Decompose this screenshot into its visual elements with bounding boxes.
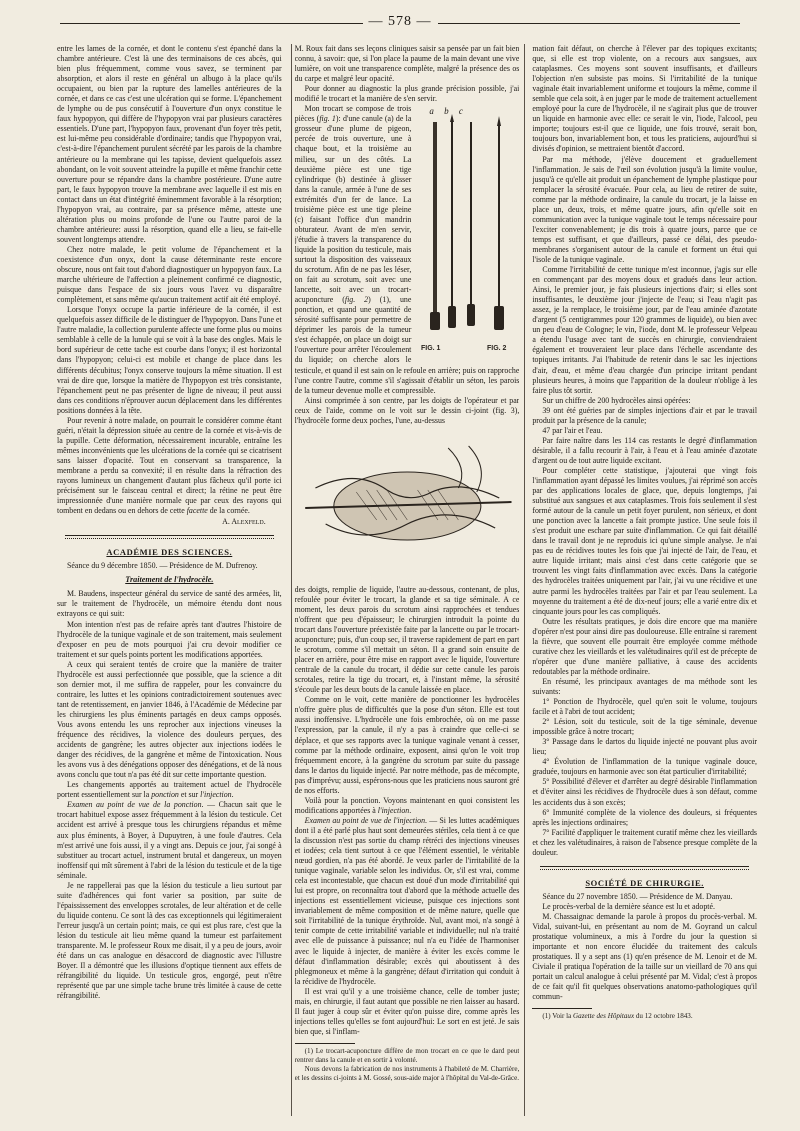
trocart-figure	[419, 106, 519, 358]
paragraph	[57, 416, 282, 516]
hand-compression-illustration	[295, 428, 520, 578]
paragraph: A ceux qui seraient tentés de croire que la manière de traiter l'hydrocèle est aussi perfectionnée que possible, que la science a dit son dernier mot, il me suffira de rappeler, pour les convaincre du contraire, les luttes et les opinions contradictoirement soutenues avec tant de retentissement, en janvier 1846, à l'Académie de Médecine par les chirurgiens les plus éminents partagés en deux camps opposés. Vous avons entendu les uns reprocher aux injections vineuses la fréquence des récidives, la violence des douleurs perçues, des accidents de gangrène; les autres objecter aux injections iodées le danger des récidives, de la gangrène et même de l'intoxication. Nous les avons vus à des dénégations opposer des dénégations, et de là nous avons conclu que tout n'a pas été dit sur cette importante question.	[57, 659, 282, 780]
ornamental-rule	[540, 864, 749, 872]
italic-text: Examen au point de vue de l'injection	[304, 815, 426, 825]
italic-text: ponction	[151, 790, 179, 800]
list-item: 7° Facilité d'appliquer le traitement curatif même chez les vieillards et chez les valétudinaires, à raison de l'absence presque complète de la douleur.	[532, 827, 758, 857]
paragraph: Comme on le voit, cette manière de ponctionner les hydrocèles n'offre guère plus de difficultés que la pose d'un séton. Elle est tout aussi inoffensive. L'hydrocèle une fois embrochée, où on me passe l'expression, par la canule, il n'y a pas à craindre que celle-ci se déplace, et que ses rapports avec la tunique vaginale venant à cesser, comme par la méthode ordinaire, exposent, ainsi qu'on le voit trop fréquemment encore, à la gangrène du scrotum par suite du passage dans le dartos du liquide injecté. Par notre méthode, pas de mécompte, pas d'imprévu; aussi, espérons-nous que les praticiens nous sauront gré de nos efforts.	[294, 695, 520, 795]
article-title: Traitement de l'hydrocèle.	[125, 575, 214, 585]
needle-tip-icon	[497, 116, 501, 126]
paragraph-text: de la cornée.	[207, 506, 250, 516]
footnote: (1) Le trocart-acuponcture diffère de mon trocart en ce que le dard peut rentrer dans la canule et en sortir à volonté.	[294, 1046, 520, 1064]
list-item: 4° Évolution de l'inflammation de la tunique vaginale douce, graduée, toujours en harmonie avec son état particulier d'irritabilité;	[532, 757, 758, 777]
column-left	[57, 44, 282, 1116]
list-item: 3° Passage dans le dartos du liquide injecté ne pouvant plus avoir lieu;	[532, 737, 758, 757]
trocart-handle	[430, 312, 440, 330]
section-title: SOCIÉTÉ DE CHIRURGIE.	[585, 877, 704, 888]
paragraph-text: .	[409, 805, 412, 815]
figure-label: FIG. 1	[421, 345, 441, 353]
paragraph-text: Mon trocart se compose de trois pièces (	[294, 104, 412, 124]
paragraph-text: ): d'une canule (a) de la grosseur d'une plume de pigeon, percée de trois ouverture, une à chaque bout, et la troisième au milieu, sur un des côtés. La deuxième pièce est une tige cylindrique (b) destinée à glisser dans la canule, armée à l'une de ses extrémités d'un fer de lance. La troisième pièce est une tige pleine (c) faisant l'office d'un mandrin obturateur. Avant de m'en servir, j'étudie à travers la transparence du liquide la position du testicule, mais surtout la disposition des vaisseaux du scrotum. Afin de ne pas les léser, on fait au scrotum, soit avec une lancette, soit avec un trocart-acuponcture (	[294, 114, 412, 305]
author-signature: A. Alexfeld.	[222, 517, 266, 527]
list-item: 2° Lésion, soit du testicule, soit de la tige séminale, devenue impossible grâce à notre trocart;	[532, 717, 758, 737]
paragraph: mation fait défaut, on cherche à l'élever par des topiques excitants; que, si elle est trop violente, on a recours aux sangsues, aux cataplasmes. Ces moyens sont souvent insuffisants, et d'ailleurs l'objection n'en subsiste pas moins. Si l'irritabilité de la tunique vaginale était invariablement uniforme et toujours la même, comme il semble que cela soit, à en juger par le mode de traitement actuellement employé pour la cure de l'hydrocèle, il ne s'agirait plus que de trouver un liquide en harmonie avec elle: ce serait le vin, l'iode, l'alcool, peu importe; toujours est-il que ce liquide, une fois trouvé, serait bon, toujours bon, invariablement bon, et tous les praticiens, aujourd'hui si divisés d'opinion, se mettraient bientôt d'accord.	[532, 44, 758, 154]
list-item: 6° Immunité complète de la violence des douleurs, si fréquentes après les injections ordinaires;	[532, 807, 758, 827]
page-number: — 578 —	[363, 14, 438, 30]
footnote-text: du 12 octobre 1843.	[634, 1012, 693, 1021]
figure-label: FIG. 2	[487, 345, 507, 353]
italic-text: Gazette des Hôpitaux	[573, 1012, 635, 1021]
paragraph: Pour compléter cette statistique, j'ajouterai que vingt fois l'inflammation ayant dépassé les limites voulues, j'ai réprimé son accès par des applications locales de glace, que, depuis longtemps, j'ai substitué aux sangsues et aux cataplasmes. Trois fois seulement il s'est formé autour de la canule un petit foyer purulent, non sérieux, et dont une ponction avec la lancette a fait prompte justice. Une seule fois il s'est produit une eschare par suite d'inflammation. Ce qui fait détaillé dans le travail dont je ne reproduis ici qu'une simple analyse. Je n'ai pas eu de récidives toutes les fois que j'ai injecté de l'air, de l'eau, et autre liquide irritant; mais ainsi c'est dans cette catégorie que se trouvent les vingt faits d'inflammation avec excès. Dans la catégorie des hydrocèles traitées uniquement par l'air, j'ai vu une récidive et une autre parmi les hydrocèles traitées par l'air et par l'eau seulement. La moyenne du traitement a été de dix-neuf jours; elle a varié entre dix et cinquante jours pour les cas compliqués.	[532, 465, 758, 616]
paragraph-text: Les changements apportés au traitement actuel de l'hydrocèle portent essentiellement sur la	[57, 780, 282, 800]
italic-text: facette	[186, 506, 208, 516]
column-middle	[295, 44, 520, 1116]
italic-text: fig. 1	[319, 114, 336, 124]
paragraph: Par faire naître dans les 114 cas restants le degré d'inflammation désirable, il a fallu recourir à l'air, à l'eau et à l'eau aminée d'azotate d'argent ou de tout autre liquide excitant.	[532, 435, 758, 465]
list-item: 5° Possibilité d'élever et d'arrêter au degré désirable l'inflammation et d'éviter ainsi les récidives de l'hydrocèle dues à son défaut, comme les accidents dus à son excès;	[532, 777, 758, 807]
paragraph: M. Baudens, inspecteur général du service de santé des armées, lit, sur le traitement de l'hydrocèle, un mémoire étendu dont nous extrayons ce qui suit:	[57, 589, 282, 619]
page-columns	[57, 44, 757, 1116]
paragraph: M. Chassaignac demande la parole à propos du procès-verbal. M. Vidal, suivant-lui, en présentant au nom de M. Goyrand un calcul prostatique volumineux, a mis à l'ordre du jour la question si importante et non encore élucidée du traitement des calculs prostatiques. Il y a sept ans (1) qu'en présence de M. Lenoir et de M. Civiale il pratiqua l'opération de la taille sur un vieillard de 70 ans qui portait un calcul analogue à celui présenté par M. Vidal; c'est à propos de ce fait qu'il fit quelques observations anatomo-pathologiques qu'il commun-	[532, 911, 758, 1002]
paragraph-text: . — Si les luttes académiques dont il a été parlé plus haut sont demeurées stériles, cela tient à ce que la discussion n'est pas sortie du champ rétréci des injections vineuses et iodées; cela tient surtout à ce que l'élément essentiel, le véritable nœud gordien, n'a pas été abordé. Je veux parler de l'irritabilité de la tunique vaginale, variable selon les individus. Or, s'il est vrai, comme cela est incontestable, que chacun est doué d'un mode d'irritabilité qui lui est propre, on reconnaîtra tout d'abord que la méthode actuelle des injections est essentiellement vicieuse, puisque ces injections sont invariablement de même composition et de même nature, quelle que soit l'irritabilité de la tunique érythroïde. Nul, avant moi, n'a songé à tenir compte de cette irritabilité variable et individuelle; nul n'a traité avec elle de puissance à puissance; nul n'a eu l'idée de l'harmoniser avec le liquide à injecter, de manière à éviter les excès comme le défaut d'inflammation désirable; excès qui aboutissent à des phlegmoneux et même à la gangrène; défaut d'irritation qui conduit à la récidive de l'hydrocèle.	[294, 815, 520, 986]
paragraph: 39 ont été guéries par de simples injections d'air et par le travail produit par la présence de la canule;	[532, 405, 758, 425]
paragraph	[295, 816, 520, 987]
page-header	[0, 12, 800, 38]
paragraph-text: ) (1), une ponction, et quand une quantité de sérosité suffisante pour permettre de déprimer les parois de la tumeur s'est échappée, on place un doigt sur l'ouverture pour arrêter l'écoulement du liquide; on cherche alors le testicule, et quand il est sain on le refoule en arrière; puis on rapproche l'une contre l'autre, comme s'il s'agissait d'établir un séton, les parois de la tumeur devenue molle et compressible.	[294, 295, 520, 395]
paragraph-text: Voilà pour la ponction. Voyons maintenant en quoi consistent les modifications apportées à	[294, 795, 520, 815]
paragraph: Par ma méthode, j'élève doucement et graduellement l'inflammation. Je sais de l'œil son évolution jusqu'à la limite voulue, jusqu'à ce qu'elle ait produit un épanchement de lymphe plastique pour remplacer la sérosité évacuée. Pour cela, au lieu de retirer de suite, comme par la méthode ordinaire, la canule du trocart, je la laisse en place un, deux, trois, et même quatre jours, afin qu'elle soit en communication avec la tunique vaginale tout le temps nécessaire pour l'exciter convenablement; je dis trois à quatre jours, parce que ce temps est suffisant, et que d'ailleurs, passé ce délai, des pseudo-membranes s'organisent autour de la canule et forment un étui qui l'isole de la tunique vaginale.	[532, 154, 758, 264]
trocart-handle	[494, 306, 504, 330]
paragraph: entre les lames de la cornée, et dont le contenu s'est épanché dans la chambre antérieure. C'est là une des terminaisons de ces abcès, qui bien plus fréquemment, comme vous savez, se terminent par absorption, et alors il reste en général un albugo à la place qu'ils occupaient, ou bien par la rupture des lamelles antérieures de la cornée, et dans ce cas c'est une ulcération qui se forme. L'épanchement de lymphe ou de pus consécutif à l'ouverture d'un onyx constitue le faux hypopyon, qui diffère de l'hypopyon vrai par plusieurs caractères essentiels. D'une part, l'hypopyon faux, provenant d'un foyer très petit, est lui-même peu considérable d'ordinaire; tandis que l'hypopyon vrai, c'est-à-dire l'épanchement purulent sécrété par les parois de la chambre antérieure ou la membrane qui les tapisse, devient quelquefois assez abondant, on le voit souvent atteindre la pupille et même franchir cette ouverture pour se répandre dans la chambre postérieure. D'une autre part, le faux hypopyon trouve la membrane avec laquelle il est mis en contact dans un état d'intégrité éminemment favorable à la résorption; l'hypopyon vrai, au contraire, par sa présence même, atteste une altération plus ou moins profonde de l'une ou l'autre paroi de la chambre antérieure: aussi la résorption, quand elle a lieu, se fait-elle souvent longtemps attendre.	[57, 44, 282, 244]
paragraph: Je ne rappellerai pas que la lésion du testicule a lieu surtout par suite d'adhérences qui font varier sa position, par suite de l'épaississement des enveloppes scrotales, de leur altération et de celle du liquide contenu. Ce sont là des cas exceptionnels qui légitimeraient l'erreur jusqu'à un certain point; mais, ce qui est plus rare, c'est que la lésion du testicule ait lieu même quand la tumeur est parfaitement transparente. M. le professeur Roux me disait, il y a peu de jours, avoir été dans un cas analogue en désaccord de diagnostic avec l'illustre Boyer. Il a démontré que les illusions d'optique tiennent aux effets de réfrangibilité du liquide. Un testicule gros, engorgé, peut n'être représenté que par une simple tache brune très limitée à cause de cette réfrangibilité.	[57, 880, 282, 1001]
paragraph: Outre les résultats pratiques, je dois dire encore que ma manière d'opérer n'est pour ainsi dire pas douloureuse. Elle entraîne si rarement la fièvre, que souvent elle pourrait être employée comme méthode curative chez les vieillards et les valétudinaires qu'il est de précepte de n'opérer que d'une manière palliative, à cause des accidents redoutables par la méthode ordinaire.	[532, 616, 758, 676]
paragraph: Le procès-verbal de la dernière séance est lu et adopté.	[542, 901, 715, 911]
paragraph: 47 par l'air et l'eau.	[542, 425, 603, 435]
section-title: ACADÉMIE DES SCIENCES.	[106, 547, 233, 558]
paragraph: Ainsi comprimée à son centre, par les doigts de l'opérateur et par ceux de l'aide, comme on le voit sur le dessin ci-joint (fig. 3), l'hydrocèle forme deux poches, l'une, au-dessus	[294, 395, 520, 425]
trocart-handle	[448, 306, 456, 328]
paragraph: Lorsque l'onyx occupe la partie inférieure de la cornée, il est quelquefois assez difficile de le distinguer de l'hypopyon. Dans l'une et l'autre maladie, la collection purulente affecte une forme plus ou moins semblable à celle de la lunule qui se voit à la base des ongles. Mais le bord supérieur de cette tache est courbe dans l'onyx; il est horizontal dans l'hypopyon; celui-ci est mobile et change de place dans les différents décubitus; l'onyx conserve toujours la même situation. Il est vrai de dire que, lorsque la matière de l'hypopyon est très consistante, l'épanchement peut ne pas présenter de ligne de niveau; il peut aussi dans ces conditions n'éprouver aucun déplacement dans les différentes positions données à la tête.	[57, 305, 282, 415]
footnote-text: (1) Voir la	[542, 1012, 572, 1021]
paragraph-text: . — Chacun sait que le trocart habituel expose assez fréquemment à la lésion du testicule. Cet accident est arrivé à presque tous les chirurgiens répandus et même aux plus éminents, à Boyer, à Dupuytren, à une foule d'autres. Cela m'est arrivé une fois aussi, il y a vingt ans. Depuis ce jour, j'ai songé à substituer au trocart actuel, instrument brutal et dangereux, un moyen inoffensif qui mît sûrement à l'abri de la lésion du testicule et de la tige séminale.	[57, 800, 282, 880]
footnote-rule	[532, 1008, 592, 1009]
italic-text: Examen au point de vue de la ponction	[67, 800, 202, 810]
italic-text: fig. 2	[344, 295, 369, 305]
trocart-handle	[467, 304, 475, 326]
paragraph: Sur un chiffre de 200 hydrocèles ainsi opérées:	[542, 395, 691, 405]
footnote-rule	[295, 1043, 355, 1044]
footnote: Nous devons la fabrication de nos instruments à l'habileté de M. Charrière, et les dessins ci-joints à M. Gossé, sous-aide major à l'hôpital du Val-de-Grâce.	[294, 1064, 520, 1082]
paragraph: des doigts, remplie de liquide, l'autre au-dessous, contenant, de plus, refoulée pour éviter le trocart, la glande et sa tige séminale. A ce moment, les deux parois du scrotum ainsi rapprochées et tendues n'offrent que peu d'épaisseur; le chirurgien introduit la pointe du trocart dans l'ouverture préexistée faite par la lancette ou par le trocart-acuponcture; puis, d'un coup sec, il traverse rapidement de part en part le scrotum, comme s'il mettait un séton. Il a grand soin ensuite de placer en arrière, pour être mise en rapport avec le liquide, l'ouverture centrale de la canule du trocart, il dédie sur cette canule les parois scrotales, retire la tige du trocart, et, à l'instant même, la sérosité s'écoule par les deux bouts de la canule laissée en place.	[294, 584, 520, 695]
paragraph: Mon intention n'est pas de refaire après tant d'autres l'histoire de l'hydrocèle de la tunique vaginale et de son traitement, mais seulement d'exposer en peu de mots pourquoi j'ai cru devoir modifier ce traitement et sur quels points portent les modifications apportées.	[57, 619, 282, 659]
paragraph-text: et sur	[178, 790, 201, 800]
seance-line: Séance du 27 novembre 1850. — Présidence de M. Danyau.	[542, 891, 733, 901]
paragraph: M. Roux fait dans ses leçons cliniques saisir sa pensée par un fait bien connu, à savoir: que, si l'on place la paume de la main devant une vive lumière, on voit une transparence complète, malgré la présence des os du carpe et malgré leur opacité.	[294, 44, 520, 84]
paragraph-text: Pour revenir à notre malade, on pourrait le considérer comme étant guéri, n'était la dépression située au centre de la cornée et vis-à-vis de la pupille. Cette déformation, nécessairement incurable, entraîne les mêmes inconvénients que les ulcérations de la cornée qui se cicatrisent sans laisser d'opacité. Tout en conservant sa transparence, la membrane a perdu sa convexité; il en résulte dans la réfraction des rayons lumineux un changement d'autant plus fâcheux qu'il porte ici précisément sur le faisceau central et direct; la rétine ne peut être impressionnée d'une manière normale que par ceux des rayons qui tombent en dedans ou en dehors de cette	[57, 415, 282, 516]
paragraph: Il est vrai qu'il y a une troisième chance, celle de tomber juste; mais, en chirurgie, il faut autant que possible ne rien laisser au hasard. Il faut juger à coup sûr et éviter qu'on puisse dire, comme après les injections telles qu'elles se font aujourd'hui: Le sort en est jeté. Je sais bien que, si l'inflam-	[294, 986, 520, 1036]
paragraph-text: .	[231, 790, 234, 800]
paragraph: Comme l'irritabilité de cette tunique m'est inconnue, j'agis sur elle en commençant par des moyens doux et gradués dans leur action. Ainsi, le premier jour, je fais plusieurs injections d'air; si elles sont insuffisantes, le deuxième jour j'injecte de l'eau; si l'eau n'agit pas assez, je la remplace, le troisième jour, par de l'eau aminée d'azotate d'argent (5 centigrammes pour 120 grammes de liquide), ou bien avec un peu d'eau de Cologne; le vin, l'iode, dont M. le professeur Velpeau a étendu l'usage avec tant de succès en chirurgie, conviendraient également et trouveraient leur place dans l'échelle ascendante des topiques irritants. J'ai l'habitude de retenir dans le sac les injections d'air, d'eau, et même d'eau chargée d'un principe irritant pendant plusieurs heures, à moins que l'apparition de la douleur n'oblige à les faire plus tôt sortir.	[532, 265, 758, 395]
figure-letter-label: a b c	[429, 106, 467, 117]
paragraph: Chez notre malade, le petit volume de l'épanchement et la coexistence d'un onyx, dont la cause déterminante reste encore obscure, nous ont fait tout d'abord diagnostiquer un hypopyon faux. La marche ultérieure de l'affection a pleinement confirmé ce diagnostic, puisque dans l'espace de six jours vous l'avez vu disparaître complètement, et sans même qu'aucun traitement actif ait été employé.	[57, 244, 282, 305]
trocart-illustration	[419, 106, 519, 358]
paragraph	[57, 800, 282, 880]
footnote	[532, 1012, 757, 1021]
ornamental-rule	[65, 533, 274, 541]
paragraph: En résumé, les principaux avantages de ma méthode sont les suivants:	[532, 676, 758, 696]
italic-text: l'injection	[200, 790, 232, 800]
seance-line: Séance du 9 décembre 1850. — Présidence de M. Dufrenoy.	[67, 561, 258, 571]
paragraph: Pour donner au diagnostic la plus grande précision possible, j'ai modifié le trocart et la manière de s'en servir.	[294, 84, 520, 104]
column-right	[532, 44, 757, 1116]
list-item: 1° Ponction de l'hydrocèle, quel qu'en soit le volume, toujours facile et à l'abri de tout accident;	[532, 697, 758, 717]
paragraph	[57, 780, 282, 800]
trocart-canula	[433, 122, 437, 312]
paragraph	[295, 796, 520, 816]
italic-text: l'injection	[377, 805, 410, 815]
figure-letters	[419, 106, 519, 116]
